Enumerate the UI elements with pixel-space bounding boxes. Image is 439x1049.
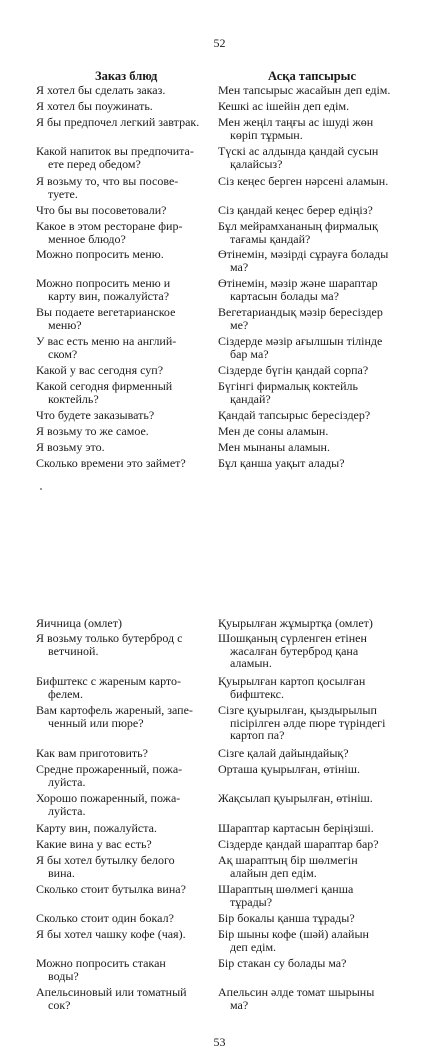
speck-mark	[40, 488, 42, 490]
page-number-top: 52	[213, 36, 226, 50]
phrase-russian: Я возьму то же самое.	[36, 424, 149, 438]
phrase-russian: Я хотел бы сделать заказ.	[36, 83, 166, 97]
column-header-russian: Заказ блюд	[95, 69, 158, 83]
phrase-russian: Сколько времени это займет?	[36, 456, 186, 470]
phrase-russian: Как вам приготовить?	[36, 746, 148, 760]
phrase-russian: Какой у вас сегодня суп?	[36, 363, 164, 377]
phrase-russian: Что будете заказывать?	[36, 408, 155, 422]
phrase-russian: Апельсиновый или томатный сок?	[36, 985, 187, 1012]
phrase-kazakh: Бір шыны кофе (шәй) алайын деп едім.	[218, 927, 369, 954]
phrase-kazakh: Мен мынаны аламын.	[218, 440, 330, 454]
phrase-kazakh: Қуырылған картоп қосылған бифштекс.	[218, 674, 366, 701]
phrase-kazakh: Қуырылған жұмыртқа (омлет)	[218, 616, 373, 630]
phrase-russian: Вам картофель жареный, запе- ченный или пюре?	[36, 703, 193, 730]
phrase-russian: Можно попросить меню и карту вин, пожалуйста?	[36, 276, 171, 303]
phrase-russian: Какие вина у вас есть?	[36, 837, 152, 851]
phrase-russian: Карту вин, пожалуйста.	[36, 821, 157, 835]
phrase-kazakh: Қандай тапсырыс бересіздер?	[218, 408, 371, 422]
phrase-russian: Яичница (омлет)	[36, 616, 122, 630]
phrase-russian: Какое в этом ресторане фир- менное блюдо?	[36, 219, 183, 246]
phrase-russian: Хорошо пожаренный, пожа- луйста.	[36, 791, 181, 818]
phrase-russian: Сколько стоит бутылка вина?	[36, 882, 186, 896]
phrase-russian: Я возьму это.	[36, 440, 105, 454]
phrase-russian: Я возьму только бутерброд с ветчиной.	[36, 631, 183, 658]
phrase-kazakh: Шараптар картасын беріңізші.	[218, 821, 374, 835]
phrase-russian: Я бы хотел бутылку белого вина.	[36, 853, 175, 880]
phrase-russian: Вы подаете вегетарианское меню?	[36, 305, 176, 332]
phrase-russian: Средне прожаренный, пожа- луйста.	[36, 762, 183, 789]
phrase-russian: Бифштекс с жареным карто- фелем.	[36, 674, 182, 701]
phrase-russian: Я бы предпочел легкий завтрак.	[36, 115, 200, 129]
phrase-russian: Сколько стоит один бокал?	[36, 911, 174, 925]
phrase-russian: Можно попросить стакан воды?	[36, 956, 166, 983]
phrase-kazakh: Бір стакан су болады ма?	[218, 956, 347, 970]
phrase-russian: Можно попросить меню.	[36, 247, 164, 261]
column-header-kazakh: Асқа тапсырыс	[268, 69, 356, 83]
phrase-kazakh: Кешкі ас ішейін деп едім.	[218, 99, 350, 113]
phrase-kazakh: Шошқаның сүрленген етінен жасалған бутерброд қана аламын.	[218, 631, 367, 671]
phrase-russian: Я возьму то, что вы посове- туете.	[36, 174, 179, 201]
phrase-kazakh: Вегетариандық мәзір бересіздер ме?	[218, 305, 383, 332]
phrase-russian: Какой напиток вы предпочита- ете перед обедом?	[36, 144, 194, 171]
phrase-russian: Я бы хотел чашку кофе (чая).	[36, 927, 186, 941]
phrase-russian: Я хотел бы поужинать.	[36, 99, 153, 113]
phrase-kazakh: Мен тапсырыс жасайын деп едім.	[218, 83, 391, 97]
phrase-kazakh: Сізге қуырылған, қыздырылып пісірілген әлде пюре түріндегі картоп па?	[218, 703, 386, 743]
phrase-kazakh: Түскі ас алдында қандай сусын қалайсыз?	[218, 144, 379, 171]
phrase-kazakh: Бұл мейрамхананың фирмалық тағамы қандай?	[218, 219, 378, 246]
phrase-kazakh: Ақ шараптың бір шөлмегін алайын деп едім.	[218, 853, 358, 880]
page-number-bottom: 53	[213, 1035, 226, 1049]
phrase-kazakh: Сіздерде мәзір ағылшын тілінде бар ма?	[218, 334, 383, 361]
phrase-kazakh: Бір бокалы қанша тұрады?	[218, 911, 355, 925]
phrase-kazakh: Сіздерде қандай шараптар бар?	[218, 837, 379, 851]
phrase-kazakh: Өтінемін, мәзірді сұрауға болады ма?	[218, 247, 389, 274]
phrase-kazakh: Сізге қалай дайындайық?	[218, 746, 349, 760]
phrase-russian: Что бы вы посоветовали?	[36, 203, 167, 217]
phrase-kazakh: Орташа қуырылған, өтініш.	[218, 762, 360, 776]
phrase-kazakh: Жақсылап қуырылған, өтініш.	[218, 791, 373, 805]
phrase-kazakh: Бұл қанша уақыт алады?	[218, 456, 345, 470]
phrase-kazakh: Сіздерде бүгін қандай сорпа?	[218, 363, 369, 377]
phrase-kazakh: Мен жеңіл таңғы ас ішуді жөн көріп тұрмын.	[218, 115, 374, 142]
phrase-russian: У вас есть меню на англий- ском?	[36, 334, 177, 361]
phrase-kazakh: Өтінемін, мәзір және шараптар картасын болады ма?	[218, 276, 378, 303]
phrase-russian: Какой сегодня фирменный коктейль?	[36, 379, 173, 406]
phrase-kazakh: Сіз кеңес берген нәрсені аламын.	[218, 174, 389, 188]
phrase-kazakh: Сіз қандай кеңес берер едіңіз?	[218, 203, 373, 217]
phrase-kazakh: Бүгінгі фирмалық коктейль қандай?	[218, 379, 359, 406]
phrase-kazakh: Мен де соны аламын.	[218, 424, 329, 438]
phrase-kazakh: Апельсин әлде томат шырыны ма?	[218, 985, 375, 1012]
phrase-kazakh: Шараптың шөлмегі қанша тұрады?	[218, 882, 354, 909]
